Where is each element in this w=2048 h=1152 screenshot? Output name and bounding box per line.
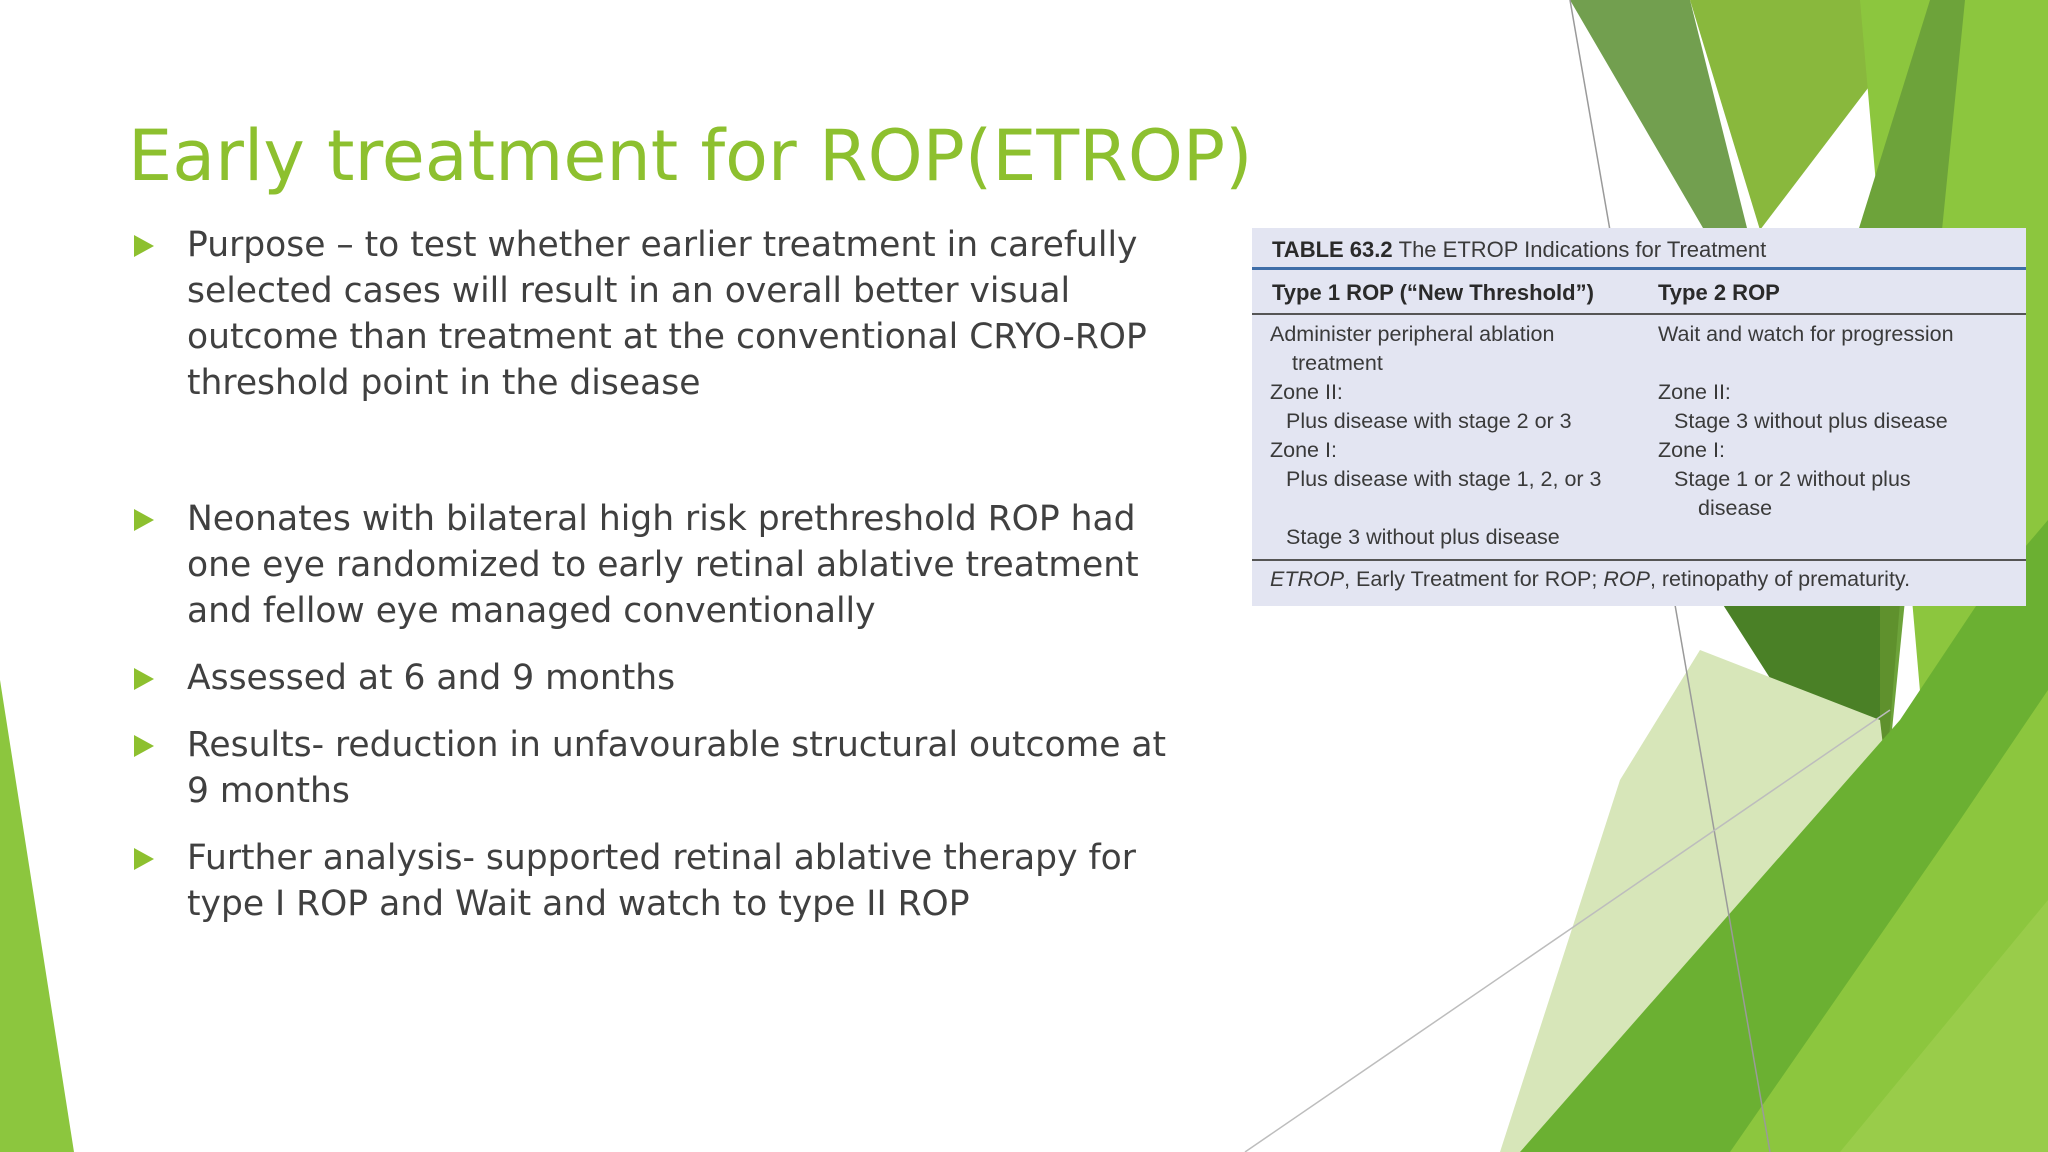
table-caption [1272, 234, 1766, 266]
table-footer-rule [1252, 559, 2026, 561]
type1-zone1-item1: Plus disease with stage 1, 2, or 3 [1286, 467, 1602, 491]
type1-zone1-item2: Stage 3 without plus disease [1286, 525, 1560, 549]
type2-zone1-label: Zone I: [1658, 438, 1725, 462]
footnote-abbr-etrop: ETROP [1270, 567, 1345, 591]
triangle-right-icon [134, 735, 154, 757]
footnote-abbr-rop: ROP [1603, 567, 1650, 591]
bullet-text: Neonates with bilateral high risk prethreshold ROP had one eye randomized to early retinal ablative treatment and fellow eye managed conventionally [187, 499, 1139, 631]
triangle-right-icon [134, 235, 154, 257]
footnote-def-etrop: , Early Treatment for ROP; [1344, 567, 1604, 591]
bullet-list [128, 222, 1188, 948]
type1-zone1-label: Zone I: [1270, 438, 1337, 462]
type1-line2: treatment [1292, 351, 1383, 375]
footnote-def-rop: , retinopathy of prematurity. [1649, 567, 1911, 591]
bullet-text: Assessed at 6 and 9 months [187, 658, 676, 698]
slide-title: Early treatment for ROP(ETROP) [128, 115, 1253, 197]
triangle-right-icon [134, 668, 154, 690]
bullet-assessed [128, 655, 1188, 701]
triangle-right-icon [134, 848, 154, 870]
bullet-text: Results- reduction in unfavourable structural outcome at 9 months [187, 725, 1167, 811]
table-top-rule [1252, 267, 2026, 270]
table-caption-text: The ETROP Indications for Treatment [1398, 237, 1767, 262]
bullet-text: Further analysis- supported retinal ablative therapy for type I ROP and Wait and watch to type II ROP [187, 838, 1136, 924]
bullet-neonates [128, 496, 1188, 634]
type1-zone2-label: Zone II: [1270, 380, 1343, 404]
etrop-indications-table [1252, 228, 2026, 606]
table-footnote [1270, 564, 1910, 594]
type1-zone2-item: Plus disease with stage 2 or 3 [1286, 409, 1572, 433]
bullet-further-analysis [128, 835, 1188, 927]
bullet-results [128, 722, 1188, 814]
type2-zone2-item: Stage 3 without plus disease [1674, 409, 1948, 433]
type2-zone2-label: Zone II: [1658, 380, 1731, 404]
triangle-right-icon [134, 509, 154, 531]
type2-zone1-item-line1: Stage 1 or 2 without plus [1674, 467, 1911, 491]
bullet-text: Purpose – to test whether earlier treatment in carefully selected cases will result in an overall better visual outcome than treatment at the conventional CRYO-ROP threshold point in the disease [187, 225, 1147, 403]
type1-line1: Administer peripheral ablation [1270, 322, 1555, 346]
type2-line1: Wait and watch for progression [1658, 322, 1954, 346]
table-number: TABLE 63.2 [1272, 237, 1393, 262]
type2-zone1-item-line2: disease [1698, 496, 1773, 520]
table-header-type1: Type 1 ROP (“New Threshold”) [1272, 280, 1594, 305]
table-header-type2: Type 2 ROP [1658, 280, 1780, 305]
table-header-rule [1252, 313, 2026, 315]
bullet-purpose [128, 222, 1188, 406]
